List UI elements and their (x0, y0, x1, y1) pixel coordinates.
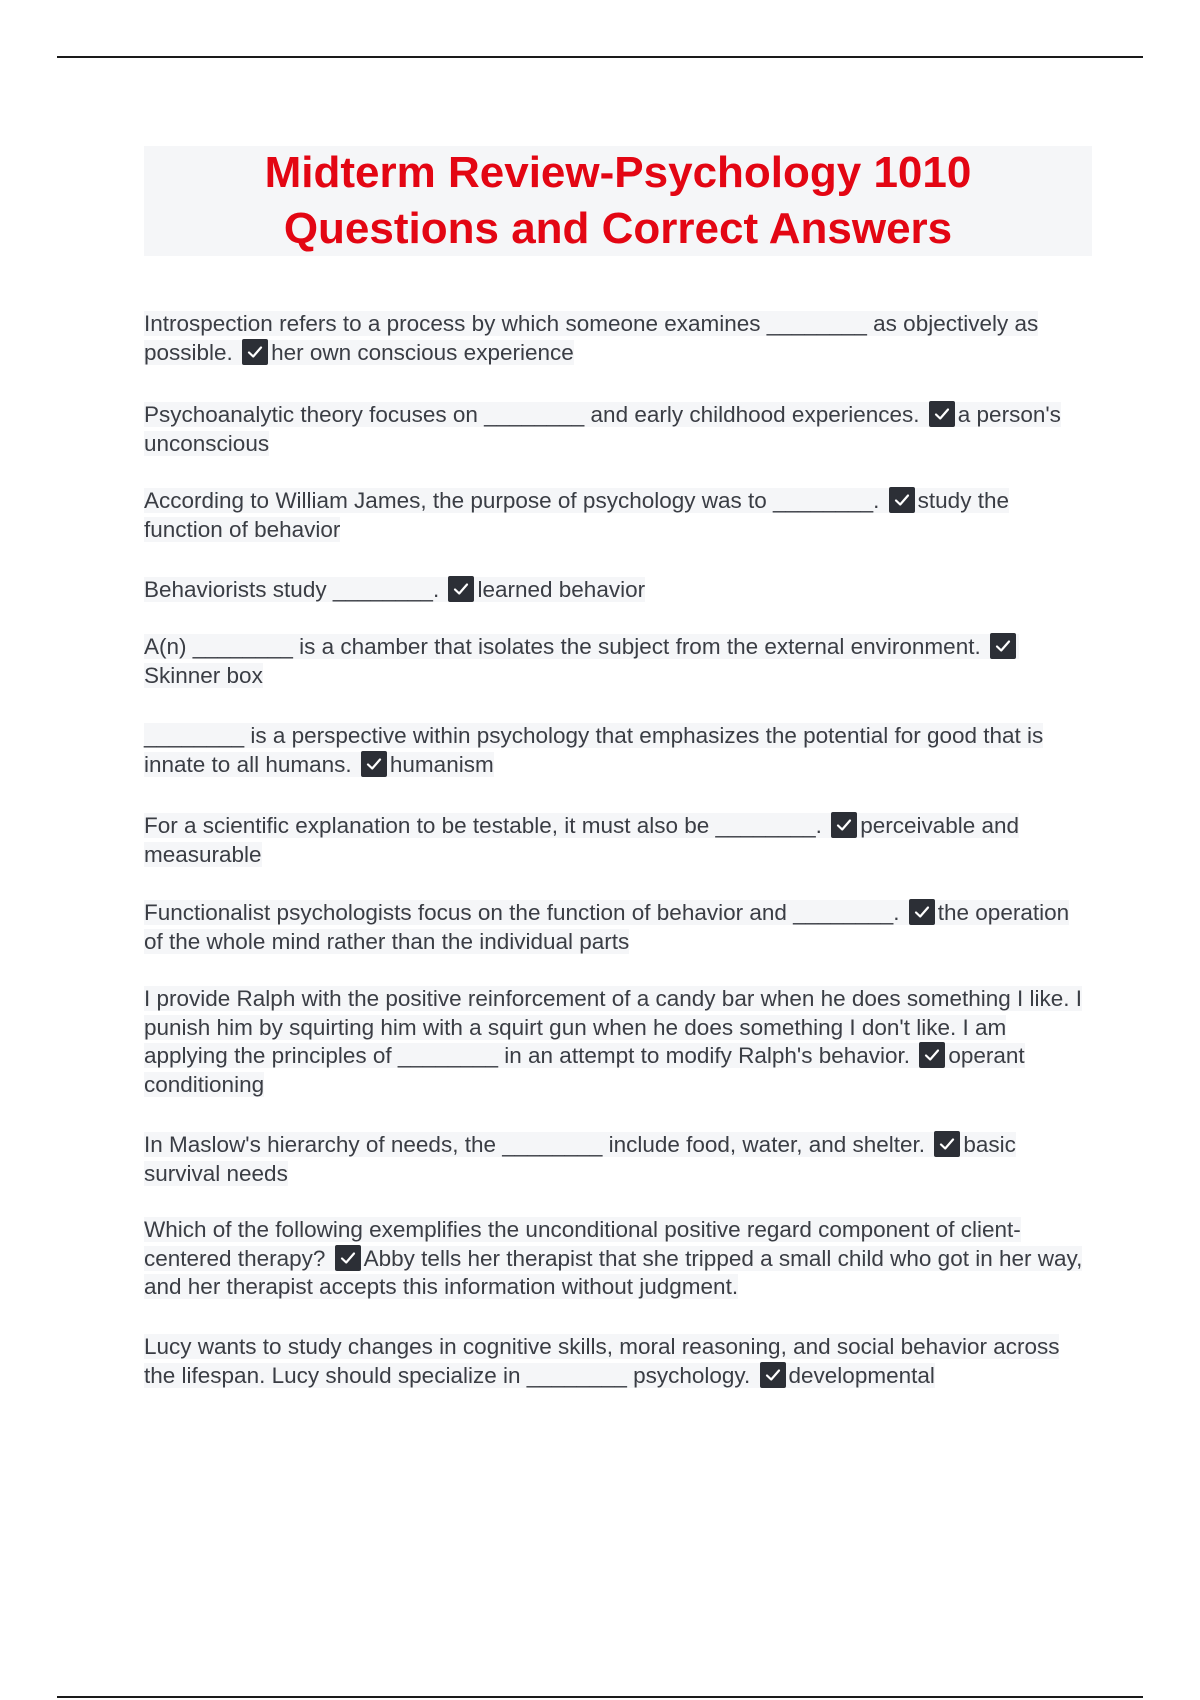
question-text: According to William James, the purpose of psychology was to ________. (144, 488, 880, 513)
checkmark-icon (242, 339, 268, 365)
question-text: In Maslow's hierarchy of needs, the ________ include food, water, and shelter. (144, 1132, 926, 1157)
question-text: Functionalist psychologists focus on the function of behavior and ________. (144, 900, 900, 925)
checkmark-icon (335, 1245, 361, 1271)
answer-text: humanism (389, 751, 494, 777)
answer-text: operant conditioning (144, 1043, 1025, 1097)
checkmark-icon (909, 899, 935, 925)
question-text: Which of the following exemplifies the unconditional positive regard component of client-centered therapy? (144, 1217, 1021, 1271)
question-text: Behaviorists study ________. (144, 577, 440, 602)
qa-item-7 (144, 812, 1094, 869)
qa-item-12 (144, 1333, 1094, 1390)
qa-item-11 (144, 1216, 1094, 1302)
bottom-rule (57, 1696, 1143, 1698)
question-text: Lucy wants to study changes in cognitive skills, moral reasoning, and social behavior across the lifespan. Lucy should specialize in ________ psychology. (144, 1334, 1060, 1388)
question-text: I provide Ralph with the positive reinforcement of a candy bar when he does something I like. I punish him by squirting him with a squirt gun when he does something I don't like. I am applying the principles of ________ in an attempt to modify Ralph's behavior. (144, 986, 1083, 1068)
answer-text: the operation of the whole mind rather than the individual parts (144, 900, 1070, 954)
checkmark-icon (929, 401, 955, 427)
title-banner (144, 146, 1092, 256)
document-title-line-2: Questions and Correct Answers (283, 204, 953, 253)
checkmark-icon (934, 1131, 960, 1157)
qa-item-5 (144, 633, 1094, 690)
qa-item-1 (144, 310, 1094, 367)
answer-text: perceivable and measurable (144, 813, 1020, 867)
checkmark-icon (361, 751, 387, 777)
question-text: For a scientific explanation to be testable, it must also be ________. (144, 813, 822, 838)
answer-text: study the function of behavior (144, 488, 1009, 542)
answer-text: Abby tells her therapist that she tripped a small child who got in her way, and her therapist accepts this information without judgment. (144, 1245, 1083, 1299)
checkmark-icon (990, 633, 1016, 659)
checkmark-icon (919, 1042, 945, 1068)
document-title-line-1: Midterm Review-Psychology 1010 (264, 148, 972, 197)
checkmark-icon (448, 576, 474, 602)
answer-text: Skinner box (144, 662, 263, 688)
checkmark-icon (831, 812, 857, 838)
answer-text: developmental (788, 1362, 935, 1388)
answer-text: basic survival needs (144, 1132, 1016, 1186)
checkmark-icon (889, 487, 915, 513)
question-text: ________ is a perspective within psychology that emphasizes the potential for good that is innate to all humans. (144, 723, 1044, 777)
qa-item-8 (144, 899, 1094, 956)
checkmark-icon (760, 1362, 786, 1388)
answer-text: a person's unconscious (144, 402, 1061, 456)
qa-item-10 (144, 1131, 1094, 1188)
question-text: Introspection refers to a process by which someone examines ________ as objectively as possible. (144, 311, 1039, 365)
qa-item-2 (144, 401, 1094, 458)
qa-item-4 (144, 576, 1094, 605)
question-text: Psychoanalytic theory focuses on ________ and early childhood experiences. (144, 402, 920, 427)
answer-text: learned behavior (477, 577, 646, 602)
qa-item-3 (144, 487, 1094, 544)
qa-item-6 (144, 722, 1094, 779)
qa-item-9 (144, 985, 1094, 1099)
answer-text: her own conscious experience (271, 339, 574, 365)
question-text: A(n) ________ is a chamber that isolates the subject from the external environment. (144, 634, 981, 659)
top-rule (57, 56, 1143, 58)
